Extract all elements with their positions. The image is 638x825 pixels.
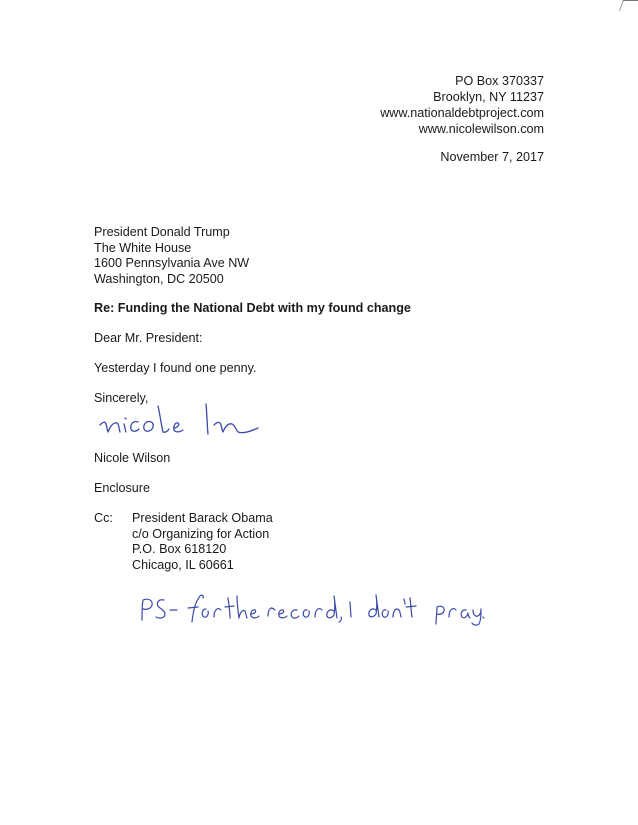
recipient-building: The White House [94, 240, 192, 255]
letter-body: Yesterday I found one penny. [94, 361, 257, 375]
cc-organization: c/o Organizing for Action [132, 526, 270, 541]
scan-corner-mark [619, 0, 638, 11]
recipient-address [94, 225, 249, 287]
handwritten-postscript [140, 590, 485, 626]
enclosure-note: Enclosure [94, 481, 151, 495]
cc-name: President Barack Obama [132, 511, 273, 525]
cc-address [132, 511, 273, 573]
sender-website-2: www.nicolewilson.com [418, 122, 544, 136]
sender-city: Brooklyn, NY 11237 [433, 90, 544, 104]
cc-label: Cc: [94, 511, 113, 525]
cc-po-box: P.O. Box 618120 [132, 542, 227, 556]
sender-address [380, 73, 544, 137]
closing: Sincerely, [94, 391, 149, 405]
recipient-city: Washington, DC 20500 [94, 271, 224, 286]
recipient-name: President Donald Trump [94, 225, 230, 239]
salutation: Dear Mr. President: [94, 331, 203, 345]
sender-po-box: PO Box 370337 [455, 74, 544, 88]
signer-name: Nicole Wilson [94, 451, 171, 465]
handwritten-signature [96, 398, 271, 440]
cc-city: Chicago, IL 60661 [132, 557, 234, 572]
letter-date: November 7, 2017 [440, 150, 544, 164]
sender-website-1: www.nationaldebtproject.com [380, 106, 544, 120]
recipient-street: 1600 Pennsylvania Ave NW [94, 256, 250, 270]
subject-line: Re: Funding the National Debt with my found change [94, 301, 411, 315]
